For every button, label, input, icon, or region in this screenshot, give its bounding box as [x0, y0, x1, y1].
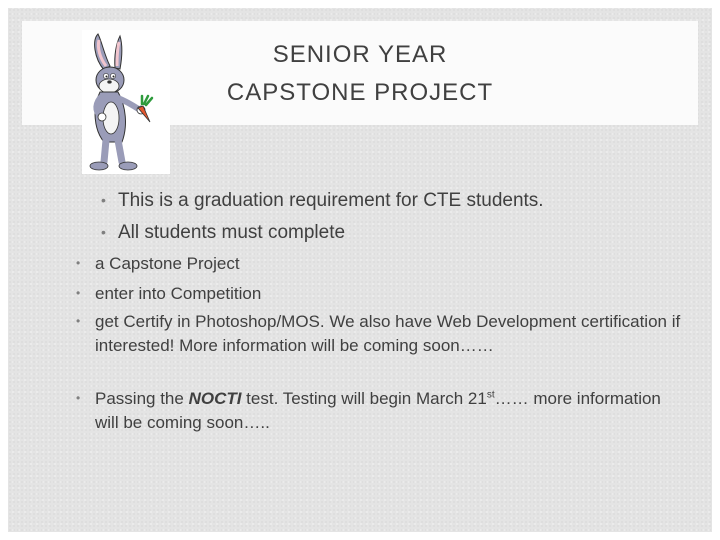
nocti-emphasis: NOCTI [188, 389, 242, 408]
nocti-suffix: …… more information will be coming soon….. [95, 389, 661, 432]
slide-title [160, 36, 560, 112]
title-line-1: SENIOR YEAR [272, 41, 448, 68]
sub-bullet-marker: • [76, 286, 81, 300]
mascot-image [82, 30, 170, 174]
sub-bullet-marker: • [76, 256, 81, 270]
sub-bullet-item [95, 387, 685, 435]
bullet-marker: • [101, 224, 106, 240]
title-line-2: CAPSTONE PROJECT [226, 79, 494, 106]
nocti-middle: test. Testing will begin March 21 [241, 389, 487, 408]
sub-bullet-item: get Certify in Photoshop/MOS. We also have Web Development certification if interested! More information will be coming soon…… [95, 312, 681, 355]
sub-bullet-item: enter into Competition [95, 284, 262, 303]
sub-bullet-item: a Capstone Project [95, 254, 240, 273]
bullet-item: This is a graduation requirement for CTE students. [118, 190, 544, 211]
sub-bullet-marker: • [76, 391, 81, 405]
date-ordinal-suffix: st [486, 389, 495, 401]
nocti-prefix: Passing the [95, 389, 189, 408]
bullet-item: All students must complete [118, 222, 346, 243]
cartoon-rabbit-with-carrot-icon [82, 30, 170, 174]
sub-bullet-marker: • [76, 314, 81, 328]
bullet-marker: • [101, 192, 106, 208]
